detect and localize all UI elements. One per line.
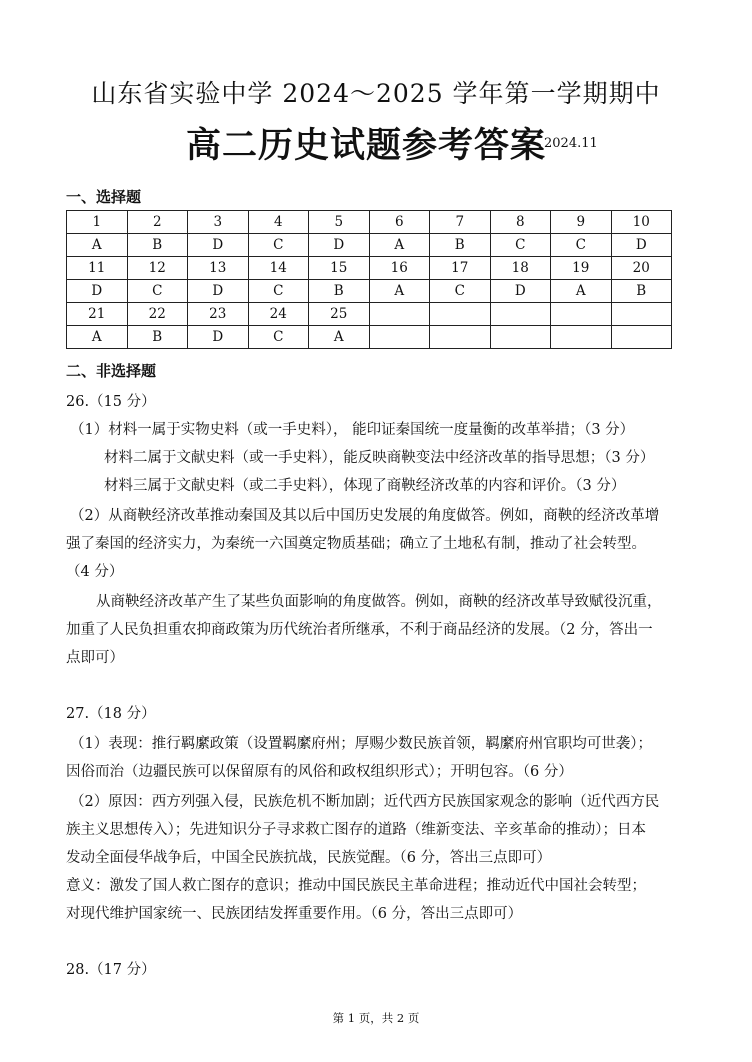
question-number-cell: 24 (248, 303, 309, 326)
answer-cell: A (551, 280, 612, 303)
answer-cell: A (309, 326, 370, 349)
answer-line: 族主义思想传入）；先进知识分子寻求救亡图存的道路（维新变法、辛亥革命的推动）；日本 (66, 822, 646, 838)
question-number-cell: 3 (188, 211, 249, 234)
answer-line: （1）材料一属于实物史料（或一手史料）， 能印证秦国统一度量衡的改革举措；（3 分） (70, 422, 635, 438)
question-number-cell: 10 (611, 211, 672, 234)
answer-cell: C (490, 234, 551, 257)
question-number-cell: 25 (309, 303, 370, 326)
answer-cell: D (611, 234, 672, 257)
question-number-cell: 8 (490, 211, 551, 234)
question-number-cell (551, 303, 612, 326)
answer-cell: B (611, 280, 672, 303)
question-number-cell (490, 303, 551, 326)
question-number-cell: 17 (430, 257, 491, 280)
answer-line: 发动全面侵华战争后，中国全民族抗战，民族觉醒。（6 分，答出三点即可） (66, 850, 552, 866)
question-number-cell: 11 (67, 257, 128, 280)
question-number-cell (430, 303, 491, 326)
answer-cell: D (188, 280, 249, 303)
document-title: 山东省实验中学 2024～2025 学年第一学期期中 (91, 79, 661, 108)
answer-row (67, 326, 672, 349)
question-number-cell: 1 (67, 211, 128, 234)
answer-line: （1）表现：推行羁縻政策（设置羁縻府州；厚赐少数民族首领，羁縻府州官职均可世袭）； (70, 736, 652, 752)
answer-cell: A (67, 326, 128, 349)
answer-cell: D (490, 280, 551, 303)
question-number-cell: 9 (551, 211, 612, 234)
answer-row (67, 234, 672, 257)
question-number-cell: 18 (490, 257, 551, 280)
answer-cell (490, 326, 551, 349)
question-number-row (67, 211, 672, 234)
section-heading-non-choice: 二、非选择题 (66, 362, 157, 380)
question-number-row (67, 303, 672, 326)
answer-line: 材料二属于文献史料（或一手史料），能反映商鞅变法中经济改革的指导思想；（3 分） (104, 450, 655, 466)
question-number-row (67, 257, 672, 280)
answer-line: （2）从商鞅经济改革推动秦国及其以后中国历史发展的角度做答。例如，商鞅的经济改革增 (70, 508, 660, 524)
answer-cell: D (188, 326, 249, 349)
answer-line: 意义：激发了国人救亡图存的意识；推动中国民族民主革命进程；推动近代中国社会转型； (66, 878, 646, 894)
answer-row (67, 280, 672, 303)
question-number-cell: 23 (188, 303, 249, 326)
question-number-cell: 13 (188, 257, 249, 280)
question-number-cell: 2 (127, 211, 188, 234)
answer-line: 强了秦国的经济实力，为秦统一六国奠定物质基础；确立了土地私有制，推动了社会转型。 (66, 536, 646, 552)
question-number-cell: 21 (67, 303, 128, 326)
answer-line: 点即可） (66, 650, 124, 666)
question-26-heading: 26.（15 分） (66, 394, 156, 410)
answer-cell: A (67, 234, 128, 257)
question-number-cell: 12 (127, 257, 188, 280)
answer-table (66, 210, 672, 349)
answer-line: 因俗而治（边疆民族可以保留原有的风俗和政权组织形式）；开明包容。（6 分） (66, 764, 573, 780)
page-footer: 第 1 页，共 2 页 (332, 1011, 420, 1025)
question-number-cell: 14 (248, 257, 309, 280)
question-number-cell: 5 (309, 211, 370, 234)
answer-line: 对现代维护国家统一、民族团结发挥重要作用。（6 分，答出三点即可） (66, 906, 523, 922)
answer-cell: B (309, 280, 370, 303)
answer-cell: C (248, 280, 309, 303)
question-number-cell: 4 (248, 211, 309, 234)
answer-cell: C (551, 234, 612, 257)
answer-cell: D (188, 234, 249, 257)
answer-cell (369, 326, 430, 349)
answer-cell: A (369, 234, 430, 257)
answer-cell (430, 326, 491, 349)
question-number-cell: 19 (551, 257, 612, 280)
question-number-cell: 22 (127, 303, 188, 326)
answer-cell: C (248, 326, 309, 349)
question-number-cell (611, 303, 672, 326)
answer-cell: C (127, 280, 188, 303)
answer-line: 加重了人民负担重农抑商政策为历代统治者所继承，不利于商品经济的发展。（2 分，答出一 (66, 622, 653, 638)
answer-line: （4 分） (66, 564, 124, 580)
answer-line: （2）原因：西方列强入侵，民族危机不断加剧；近代西方民族国家观念的影响（近代西方民 (70, 794, 660, 810)
answer-cell: B (127, 326, 188, 349)
question-number-cell (369, 303, 430, 326)
answer-cell: C (430, 280, 491, 303)
question-27-heading: 27.（18 分） (66, 706, 156, 722)
answer-cell: A (369, 280, 430, 303)
answer-cell: B (127, 234, 188, 257)
question-number-cell: 6 (369, 211, 430, 234)
section-heading-multiple-choice: 一、选择题 (66, 188, 142, 206)
answer-line: 从商鞅经济改革产生了某些负面影响的角度做答。例如，商鞅的经济改革导致赋役沉重， (96, 594, 662, 610)
question-number-cell: 7 (430, 211, 491, 234)
answer-cell: D (309, 234, 370, 257)
document-date: 2024.11 (544, 136, 598, 151)
answer-cell: C (248, 234, 309, 257)
question-number-cell: 16 (369, 257, 430, 280)
answer-cell (611, 326, 672, 349)
answer-line: 材料三属于文献史料（或二手史料），体现了商鞅经济改革的内容和评价。（3 分） (104, 478, 626, 494)
question-number-cell: 20 (611, 257, 672, 280)
answer-cell (551, 326, 612, 349)
question-number-cell: 15 (309, 257, 370, 280)
answer-cell: B (430, 234, 491, 257)
question-28-heading: 28.（17 分） (66, 962, 156, 978)
document-subtitle: 高二历史试题参考答案 (186, 126, 547, 166)
answer-cell: D (67, 280, 128, 303)
